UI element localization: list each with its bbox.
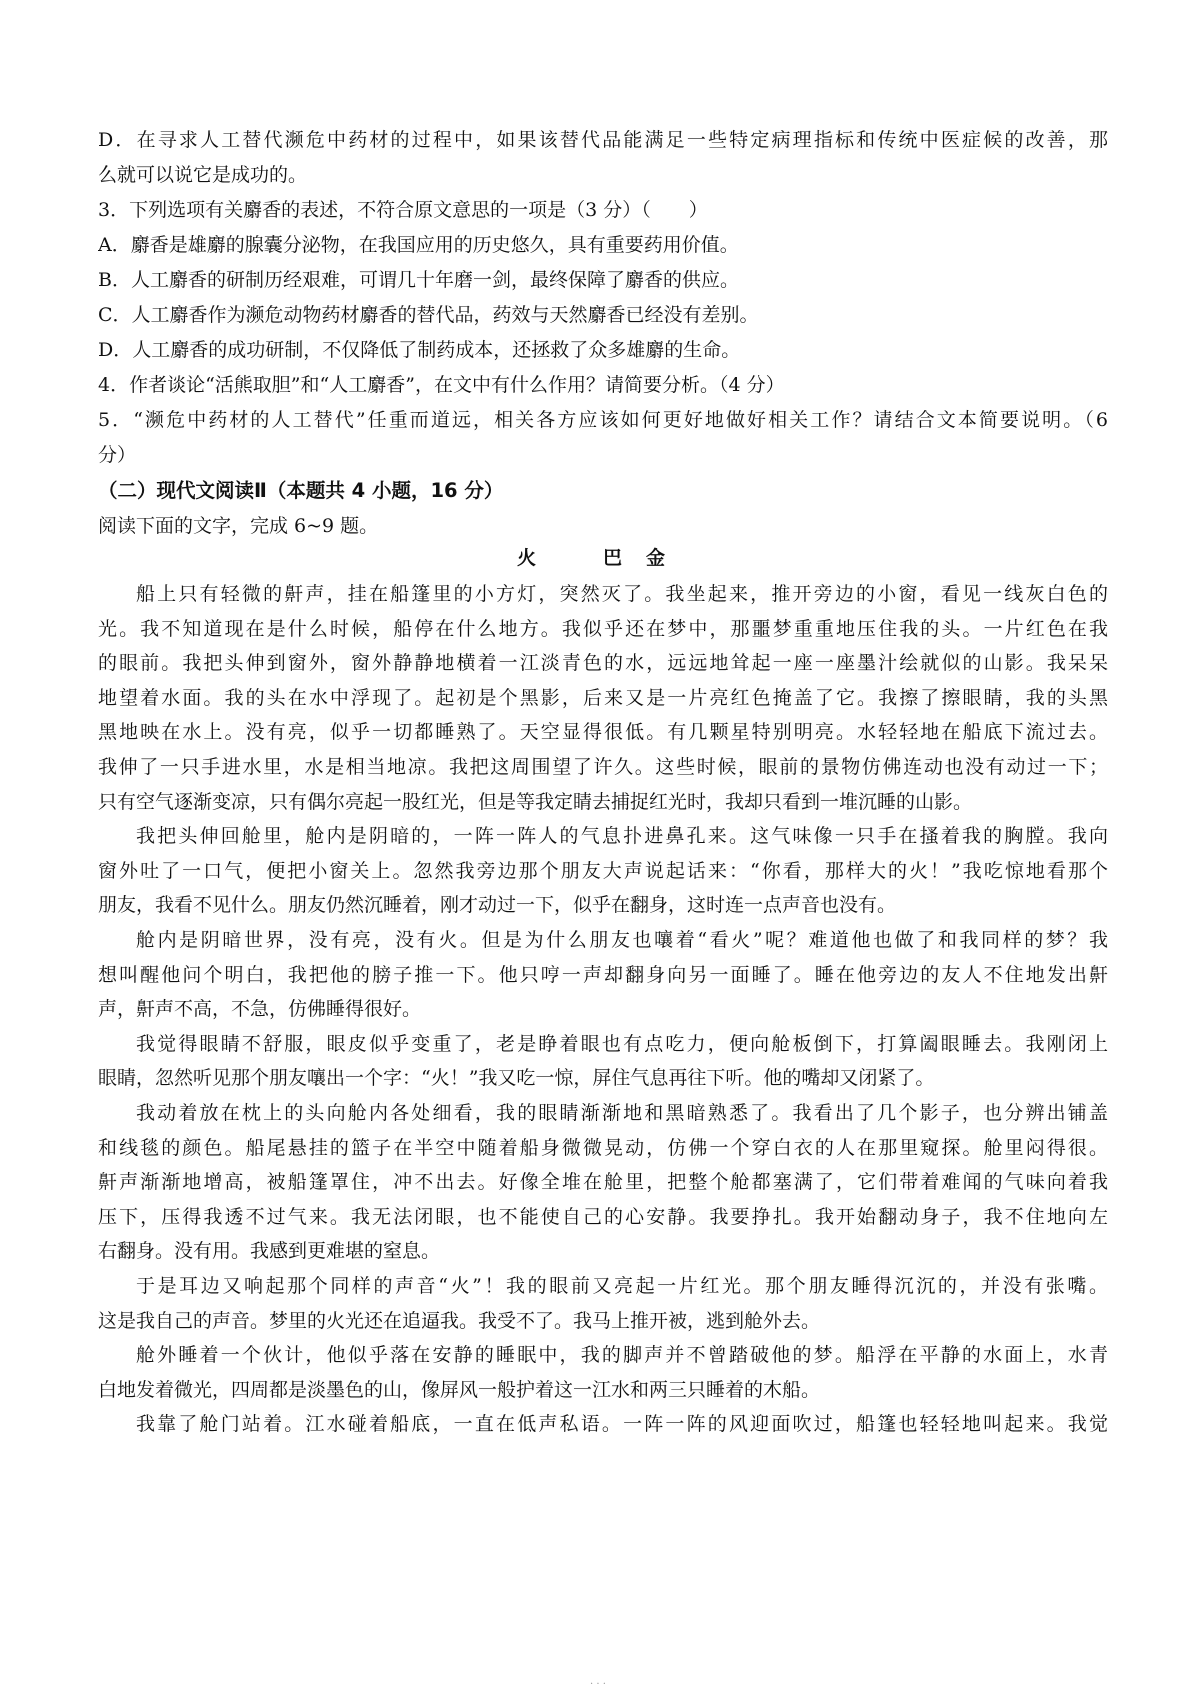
q3-option-c: C．人工麝香作为濒危动物药材麝香的替代品，药效与天然麝香已经没有差别。 [98,304,759,326]
passage-line: 黑地映在水上。没有亮，似乎一切都睡熟了。天空显得很低。有几颗星特别明亮。水轻轻地在船底下流过去。 [98,721,1108,743]
passage-line: 舱内是阴暗世界，没有亮，没有火。但是为什么朋友也嚷着“看火”呢？难道他也做了和我同样的梦？我 [136,929,1108,951]
q4-stem: 4．作者谈论“活熊取胆”和“人工麝香”，在文中有什么作用？请简要分析。（4 分） [98,374,785,396]
passage-line: 我把头伸回舱里，舱内是阴暗的，一阵一阵人的气息扑进鼻孔来。这气味像一只手在搔着我的胸膛。我向 [136,825,1108,847]
section-instruction: 阅读下面的文字，完成 6~9 题。 [98,515,379,537]
passage-line: 舱外睡着一个伙计，他似乎落在安静的睡眠中，我的脚声并不曾踏破他的梦。船浮在平静的水面上，水青 [136,1344,1108,1366]
page-footer-mark: . . . [590,1676,606,1687]
passage-line: 我动着放在枕上的头向舱内各处细看，我的眼睛渐渐地和黑暗熟悉了。我看出了几个影子，也分辨出铺盖 [136,1102,1108,1124]
passage-line: 右翻身。没有用。我感到更难堪的窒息。 [98,1240,441,1262]
q2-option-d-line2: 么就可以说它是成功的。 [98,164,308,186]
passage-line: 鼾声渐渐地增高，被船篷罩住，冲不出去。好像全堆在舱里，把整个舱都塞满了，它们带着难闻的气味向着我 [98,1171,1108,1193]
passage-line: 光。我不知道现在是什么时候，船停在什么地方。我似乎还在梦中，那噩梦重重地压住我的头。一片红色在我 [98,618,1108,640]
passage-line: 这是我自己的声音。梦里的火光还在追逼我。我受不了。我马上推开被，逃到舱外去。 [98,1310,821,1332]
q5-stem-line1: 5．“濒危中药材的人工替代”任重而道远，相关各方应该如何更好地做好相关工作？请结合文本简要说明。（6 [98,409,1108,431]
q2-option-d-line1: D．在寻求人工替代濒危中药材的过程中，如果该替代品能满足一些特定病理指标和传统中医症候的改善，那 [98,129,1108,151]
passage-line: 朋友，我看不见什么。朋友仍然沉睡着，刚才动过一下，似乎在翻身，这时连一点声音也没有。 [98,894,897,916]
passage-line: 地望着水面。我的头在水中浮现了。起初是个黑影，后来又是一片亮红色掩盖了它。我擦了擦眼睛，我的头黑 [98,687,1108,709]
passage-line: 我靠了舱门站着。江水碰着船底，一直在低声私语。一阵一阵的风迎面吹过，船篷也轻轻地叫起来。我觉 [136,1413,1108,1435]
passage-line: 想叫醒他问个明白，我把他的膀子推一下。他只哼一声却翻身向另一面睡了。睡在他旁边的友人不住地发出鼾 [98,964,1108,986]
passage-title: 火 巴金 [516,547,689,569]
passage-line: 于是耳边又响起那个同样的声音“火”！我的眼前又亮起一片红光。那个朋友睡得沉沉的，并没有张嘴。 [136,1275,1108,1297]
passage-line: 声，鼾声不高，不急，仿佛睡得很好。 [98,998,422,1020]
passage-line: 我觉得眼睛不舒服，眼皮似乎变重了，老是睁着眼也有点吃力，便向舱板倒下，打算阖眼睡去。我刚闭上 [136,1033,1108,1055]
section-heading: （二）现代文阅读Ⅱ（本题共 4 小题，16 分） [98,479,504,502]
q3-option-b: B．人工麝香的研制历经艰难，可谓几十年磨一剑，最终保障了麝香的供应。 [98,269,739,291]
passage-line: 的眼前。我把头伸到窗外，窗外静静地横着一江淡青色的水，远远地耸起一座一座墨汁绘就似的山影。我呆呆 [98,652,1108,674]
q5-stem-line2: 分） [98,444,137,466]
passage-line: 船上只有轻微的鼾声，挂在船篷里的小方灯，突然灭了。我坐起来，推开旁边的小窗，看见一线灰白色的 [136,583,1108,605]
passage-line: 只有空气逐渐变凉，只有偶尔亮起一股红光，但是等我定睛去捕捉红光时，我却只看到一堆沉睡的山影。 [98,791,973,813]
q3-option-a: A．麝香是雄麝的腺囊分泌物，在我国应用的历史悠久，具有重要药用价值。 [98,234,739,256]
passage-line: 白地发着微光，四周都是淡墨色的山，像屏风一般护着这一江水和两三只睡着的木船。 [98,1379,821,1401]
passage-line: 眼睛，忽然听见那个朋友嚷出一个字：“火！”我又吃一惊，屏住气息再往下听。他的嘴却又闭紧了。 [98,1067,935,1089]
q3-stem: 3．下列选项有关麝香的表述，不符合原文意思的一项是（3 分）（ ） [98,199,708,221]
passage-line: 和线毯的颜色。船尾悬挂的篮子在半空中随着船身微微晃动，仿佛一个穿白衣的人在那里窥探。舱里闷得很。 [98,1137,1108,1159]
passage-line: 窗外吐了一口气，便把小窗关上。忽然我旁边那个朋友大声说起话来：“你看，那样大的火！”我吃惊地看那个 [98,860,1108,882]
passage-line: 我伸了一只手进水里，水是相当地凉。我把这周围望了许久。这些时候，眼前的景物仿佛连动也没有动过一下； [98,756,1108,778]
q3-option-d: D．人工麝香的成功研制，不仅降低了制药成本，还拯救了众多雄麝的生命。 [98,339,741,361]
passage-line: 压下，压得我透不过气来。我无法闭眼，也不能使自己的心安静。我要挣扎。我开始翻动身子，我不住地向左 [98,1206,1108,1228]
